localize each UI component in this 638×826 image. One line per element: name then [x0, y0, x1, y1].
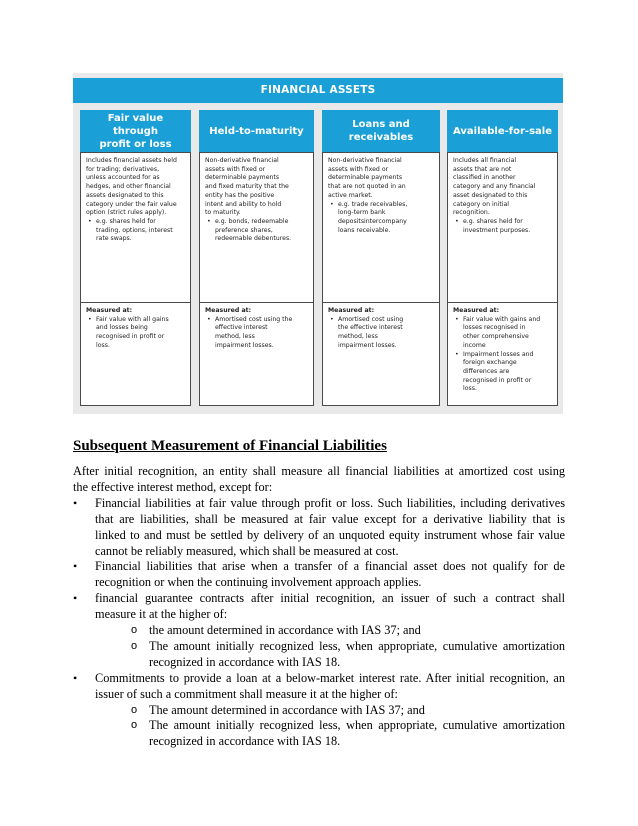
sub-bullet-glyph: o [131, 703, 138, 716]
sub-bullet-glyph: o [131, 639, 138, 652]
measured-bullet-line: losses recognised in [463, 324, 526, 332]
bullet-glyph: • [73, 559, 78, 574]
bullet-line: cannot be reliably measured, which shall be measured at cost. [95, 543, 399, 558]
description-line: active market. [328, 191, 373, 199]
description-line: that are not quoted in an [328, 183, 406, 191]
measured-bullet-line: and losses being [96, 324, 148, 332]
sub-bullet-line: The amount determined in accordance with IAS 37; and [149, 702, 425, 717]
description-bullet [338, 201, 434, 236]
description-line: entity has the positive [205, 191, 275, 199]
measured-bullet-line: loss. [96, 341, 110, 349]
description-line: determinable payments [205, 174, 280, 182]
description-line: assets that are not [453, 165, 512, 173]
measured-bullet-line: recognised in profit or [96, 333, 165, 341]
measured-bullet [215, 316, 308, 351]
sub-bullet-line: The amount initially recognized less, when appropriate, cumulative amortization [149, 718, 565, 733]
description-line: classified in another [453, 174, 516, 182]
category-header [80, 110, 191, 152]
description-bullet-line: • e.g. bonds, redeemable [215, 217, 289, 225]
financial-assets-diagram [73, 73, 563, 414]
measured-bullet-line: method, less [338, 333, 378, 341]
description-line: unless accounted for as [86, 174, 160, 182]
bullet-line: linked to and must be settled by delivery of an unquoted equity instrument whose fair value [95, 527, 565, 542]
description-line: category under the fair value [86, 200, 177, 208]
category-header [447, 110, 558, 152]
description-line: for trading; derivatives, [86, 165, 160, 173]
bullet-line: that are liabilities, shall be measured at fair value except for a derivative liability that is [95, 511, 565, 526]
description-line: to maturity. [205, 209, 241, 217]
description-bullet-line: preference shares, [215, 226, 273, 234]
sub-bullet-line: The amount initially recognized less, when appropriate, cumulative amortization [149, 638, 565, 653]
sub-bullet-line: recognized in accordance with IAS 18. [149, 734, 341, 749]
measured-bullet-line: differences are [463, 367, 510, 375]
measured-at-title: Measured at: [453, 307, 500, 314]
description-bullet-line: • e.g. shares held for [96, 217, 156, 225]
measured-bullet-line: method, less [215, 333, 255, 341]
description-line: assets designated to this [86, 191, 164, 199]
category-header-label: Fair value through profit or loss [99, 112, 172, 150]
description-line: category and any financial [453, 183, 536, 191]
measured-bullet-line: foreign exchange [463, 359, 517, 367]
measured-bullet-line: • Impairment losses and [463, 350, 534, 358]
measured-bullet-line: • Fair value with gains and [463, 315, 541, 323]
measured-bullet [338, 316, 434, 351]
bullet-line: Financial liabilities at fair value through profit or loss. Such liabilities, including derivatives [95, 495, 565, 510]
description-bullets [328, 201, 434, 236]
description-bullet-line: loans receivable. [338, 226, 391, 234]
description-bullets [453, 218, 552, 235]
measured-bullet [463, 316, 552, 351]
description-line: hedges, and other financial [86, 183, 171, 191]
category-header-label: Held-to-maturity [209, 125, 304, 137]
bullet-line: recognition or when the continuing involvement approach applies. [95, 575, 422, 590]
description-line: Includes financial assets held [86, 157, 177, 164]
intro-line: the effective interest method, except for: [73, 479, 273, 494]
description-bullet-line: • e.g. shares held for [463, 217, 523, 225]
bullet-line: issuer of such a commitment shall measure it at the higher of: [95, 686, 398, 701]
diagram-title: FINANCIAL ASSETS [73, 78, 563, 103]
measured-bullets [453, 316, 552, 394]
description-line: Non-derivative financial [328, 157, 402, 164]
measured-at-box [447, 302, 558, 406]
description-line: category on initial [453, 200, 510, 208]
sub-bullet-glyph: o [131, 624, 138, 636]
measured-bullets [328, 316, 434, 351]
description-line: determinable payments [328, 174, 403, 182]
measured-bullets [205, 316, 308, 351]
category-header [322, 110, 440, 152]
description-bullet-line: rate swaps. [96, 235, 132, 243]
sub-bullet-glyph: o [131, 719, 138, 732]
description-bullets [205, 218, 308, 244]
description-line: Non-derivative financial [205, 157, 279, 164]
measured-at-title: Measured at: [205, 307, 252, 314]
description-line: assets with fixed or [328, 165, 389, 173]
measured-bullet-line: the effective interest [338, 324, 403, 332]
description-bullet-line: redeemable debentures. [215, 235, 292, 243]
bullet-line: measure it at the higher of: [95, 607, 228, 622]
bullet-glyph: • [73, 591, 78, 606]
measured-at-box [80, 302, 191, 406]
measured-at-title: Measured at: [86, 307, 133, 314]
measured-bullet-line: impairment losses. [215, 341, 274, 349]
measured-at-box [322, 302, 440, 406]
measured-bullet [463, 351, 552, 395]
bullet-line: Financial liabilities that arise when a transfer of a financial asset does not qualify for de [95, 559, 565, 574]
description-line: intent and ability to hold [205, 200, 282, 208]
bullet-glyph: • [73, 495, 78, 510]
measured-bullet-line: • Amortised cost using [338, 315, 404, 323]
description-bullet [215, 218, 308, 244]
measured-bullet-line: loss. [463, 385, 477, 393]
bullet-glyph: • [73, 670, 78, 685]
measured-at-box [199, 302, 314, 406]
bullet-line: financial guarantee contracts after initial recognition, an issuer of such a contract shall [95, 591, 565, 606]
section-heading: Subsequent Measurement of Financial Liabilities [73, 438, 387, 454]
description-bullet-line: investment purposes. [463, 226, 531, 234]
description-line: option (strict rules apply). [86, 209, 167, 217]
description-line: assets with fixed or [205, 165, 266, 173]
description-bullet-line: • e.g. trade receivables, [338, 200, 408, 208]
measured-bullet-line: impairment losses. [338, 341, 397, 349]
description-bullet-line: long-term bank [338, 209, 386, 217]
measured-bullet-line: income [463, 341, 486, 349]
measured-bullet-line: effective interest [215, 324, 268, 332]
measured-bullets [86, 316, 185, 351]
category-header-label: Available-for-sale [453, 125, 552, 137]
measured-bullet-line: • Amortised cost using the [215, 315, 293, 323]
sub-bullet-line: recognized in accordance with IAS 18. [149, 654, 341, 669]
category-header [199, 110, 314, 152]
description-line: asset designated to this [453, 191, 528, 199]
measured-bullet-line: recognised in profit or [463, 376, 532, 384]
description-line: Includes all financial [453, 157, 517, 164]
description-bullet [96, 218, 185, 244]
intro-line: After initial recognition, an entity shall measure all financial liabilities at amortized cost using [73, 464, 565, 478]
description-bullet-line: trading, options, interest [96, 226, 173, 234]
sub-bullet-line: the amount determined in accordance with IAS 37; and [149, 623, 421, 637]
measured-bullet-line: other comprehensive [463, 333, 529, 341]
measured-bullet-line: • Fair value with all gains [96, 315, 169, 323]
category-header-label: Loans and receivables [348, 119, 414, 143]
bullet-line: Commitments to provide a loan at a below-market interest rate. After initial recognition, an [95, 670, 565, 685]
description-line: and fixed maturity that the [205, 183, 289, 191]
description-line: recognition. [453, 209, 490, 217]
description-bullet-line: depositsintercompany [338, 217, 407, 225]
measured-bullet [96, 316, 185, 351]
description-bullets [86, 218, 185, 244]
description-bullet [463, 218, 552, 235]
measured-at-title: Measured at: [328, 307, 375, 314]
